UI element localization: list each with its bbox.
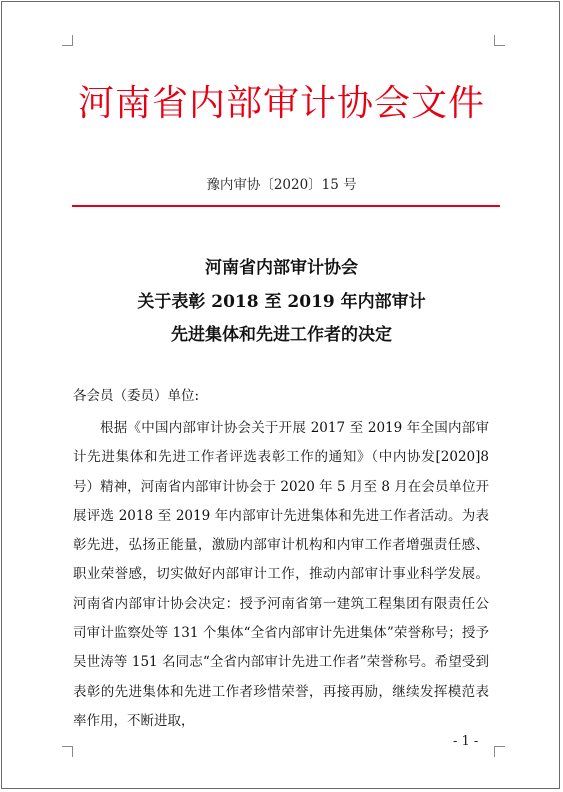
- body-paragraph: 根据《中国内部审计协会关于开展 2017 至 2019 年全国内部审计先进集体和先进工作者评选表彰工作的通知》（中内协发[2020]8 号）精神，河南省内部审计协会于 2020 年 5 月至 8 月在会员单位开展评选 2018 至 2019 年内部审计先进集体和先进工作者活动。为表彰先进，弘扬正能量，激励内部审计机构和内审工作者增强责任感、职业荣誉感，切实做好内部审计工作，推动内部审计事业科学发展。河南省内部审计协会决定：授予河南省第一建筑工程集团有限责任公司审计监察处等 131 个集体“全省内部审计先进集体”荣誉称号；授予吴世涛等 151 名同志“全省内部审计先进工作者”荣誉称号。希望受到表彰的先进集体和先进工作者珍惜荣誉，再接再励，继续发挥模范表率作用，不断进取，: [73, 420, 489, 729]
- crop-mark-bottom-right: [494, 746, 505, 757]
- title-line-2: 关于表彰 2018 至 2019 年内部审计: [137, 292, 426, 312]
- crop-mark-bottom-left: [62, 746, 73, 757]
- crop-mark-top-right: [494, 35, 505, 46]
- page-number: - 1 -: [453, 734, 479, 749]
- title-line-1: 河南省内部审计协会: [205, 258, 358, 278]
- title-line-3: 先进集体和先进工作者的决定: [171, 325, 392, 345]
- document-header: 河南省内部审计协会文件: [77, 83, 485, 124]
- crop-mark-top-left: [62, 35, 73, 46]
- header-divider: [72, 205, 500, 207]
- document-number: 豫内审协〔2020〕15 号: [206, 177, 357, 193]
- salutation: 各会员（委员）单位:: [73, 388, 200, 404]
